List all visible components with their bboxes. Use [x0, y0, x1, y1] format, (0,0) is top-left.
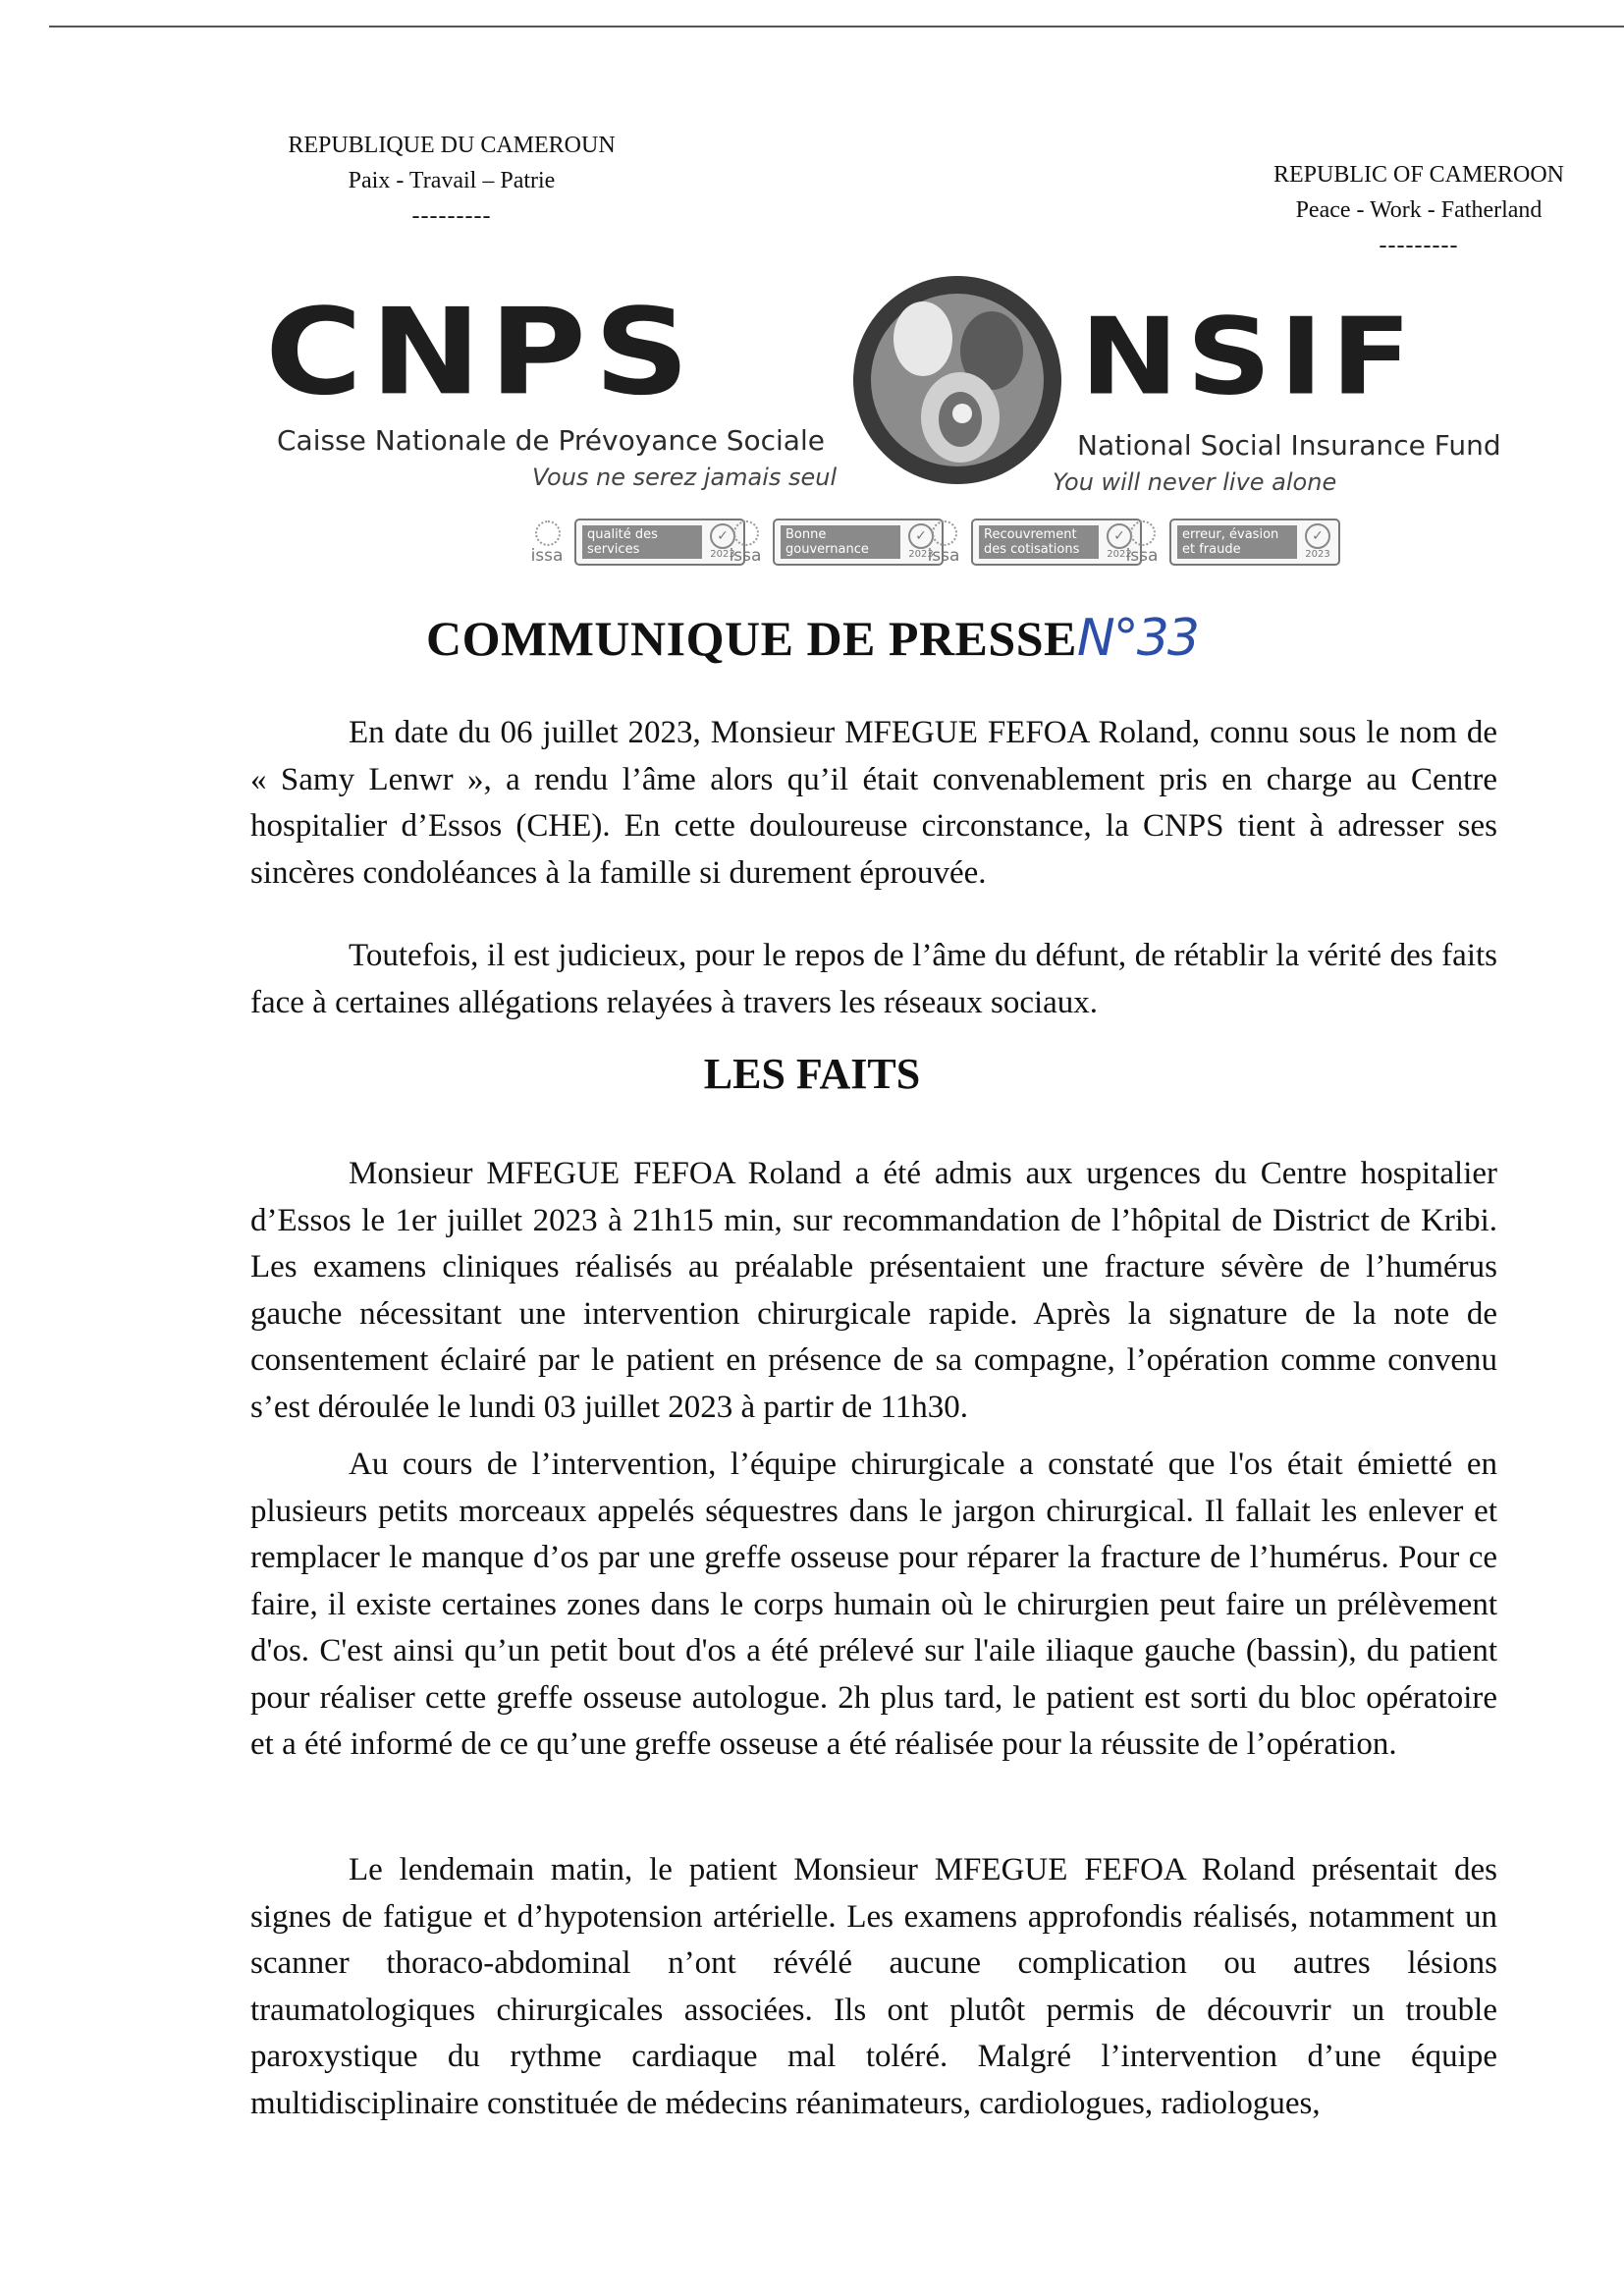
- title-text: COMMUNIQUE DE PRESSE: [426, 611, 1077, 666]
- country-en: REPUBLIC OF CAMEROON: [1272, 162, 1565, 188]
- paragraph-1: En date du 06 juillet 2023, Monsieur MFEGUE FEFOA Roland, connu sous le nom de « Samy Lenwr », a rendu l’âme alors qu’il était convenablement pris en charge au Centre hospitalier d’Essos (CHE). En cette douloureuse circonstance, la CNPS tient à adresser ses sincères condoléances à la famille si durement éprouvée.: [250, 715, 1497, 891]
- badge-label: Recouvrement des cotisations: [979, 525, 1099, 559]
- issa-logo-icon: issa: [1120, 520, 1164, 566]
- badge-year: 2023: [710, 549, 735, 560]
- badge-label: Bonne gouvernance: [781, 525, 900, 559]
- org-name-fr: Caisse Nationale de Prévoyance Sociale: [277, 424, 825, 457]
- logo-nsif: NSIF: [1080, 296, 1420, 419]
- handwritten-number: N°33: [1076, 609, 1198, 668]
- badge-year: 2023: [908, 549, 934, 560]
- tagline-fr: Vous ne serez jamais seul: [532, 464, 838, 491]
- badge-fraud: [1120, 511, 1340, 566]
- paragraph-2: Toutefois, il est judicieux, pour le repos de l’âme du défunt, de rétablir la vérité des faits face à certaines allégations relayées à travers les réseaux sociaux.: [250, 938, 1497, 1020]
- check-icon: ✓: [1107, 523, 1132, 549]
- issa-badges: [525, 511, 1330, 570]
- header-left: [250, 128, 653, 234]
- badge-year: 2022: [1107, 549, 1132, 560]
- badge-label: erreur, évasion et fraude: [1177, 525, 1297, 559]
- check-icon: ✓: [1305, 523, 1330, 549]
- family-emblem-icon: [844, 270, 1070, 491]
- country-fr: REPUBLIQUE DU CAMEROUN: [288, 133, 616, 158]
- badge-governance: [724, 511, 944, 566]
- tagline-en: You will never live alone: [1053, 468, 1337, 496]
- org-name-en: National Social Insurance Fund: [1077, 429, 1501, 462]
- logo-cnps: CNPS: [265, 282, 698, 422]
- check-icon: ✓: [908, 523, 934, 549]
- paragraph-3: Monsieur MFEGUE FEFOA Roland a été admis aux urgences du Centre hospitalier d’Essos le 1er juillet 2023 à 21h15 min, sur recommandation de l’hôpital de District de Kribi. Les examens cliniques réalisés au préalable présentaient une fracture sévère de l’humérus gauche nécessitant une intervention chirurgicale rapide. Après la signature de la note de consentement éclairé par le patient en présence de sa compagne, l’opération comme convenu s’est déroulée le lundi 03 juillet 2023 à partir de 11h30.: [250, 1156, 1497, 1425]
- badge-collection: [922, 511, 1142, 566]
- issa-logo-icon: issa: [724, 520, 767, 566]
- issa-logo-icon: issa: [525, 520, 568, 566]
- top-rule: [49, 26, 1624, 27]
- badge-year: 2023: [1305, 549, 1330, 560]
- issa-logo-icon: issa: [922, 520, 965, 566]
- motto-fr: Paix - Travail – Patrie: [348, 168, 556, 193]
- separator-fr: ---------: [411, 203, 492, 229]
- paragraph-5: Le lendemain matin, le patient Monsieur MFEGUE FEFOA Roland présentait des signes de fatigue et d’hypotension artérielle. Les examens approfondis réalisés, notamment un scanner thoraco-abdominal n’ont révélé aucune complication ou autres lésions traumatologiques chirurgicales associées. Ils ont plutôt permis de découvrir un trouble paroxystique du rythme cardiaque mal toléré. Malgré l’intervention d’une équipe multidisciplinaire constituée de médecins réanimateurs, cardiologues, radiologues,: [250, 1852, 1497, 2121]
- badge-quality: [525, 511, 745, 566]
- section-title: LES FAITS: [703, 1050, 921, 1098]
- separator-en: ---------: [1379, 233, 1459, 258]
- document-title: [0, 609, 1624, 668]
- header-right: [1252, 157, 1586, 263]
- badge-label: qualité des services: [582, 525, 702, 559]
- paragraph-4: Au cours de l’intervention, l’équipe chirurgicale a constaté que l'os était émietté en plusieurs petits morceaux appelés séquestres dans le jargon chirurgical. Il fallait les enlever et remplacer le manque d’os par une greffe osseuse pour réparer la fracture de l’humérus. Pour ce faire, il existe certaines zones dans le corps humain où le chirurgien peut faire un prélèvement d'os. C'est ainsi qu’un petit bout d'os a été prélevé sur l'aile iliaque gauche (bassin), du patient pour réaliser cette greffe osseuse autologue. 2h plus tard, le patient est sorti du bloc opératoire et a été informé de ce qu’une greffe osseuse a été réalisée pour la réussite de l’opération.: [250, 1447, 1497, 1762]
- check-icon: ✓: [710, 523, 735, 549]
- motto-en: Peace - Work - Fatherland: [1295, 197, 1543, 223]
